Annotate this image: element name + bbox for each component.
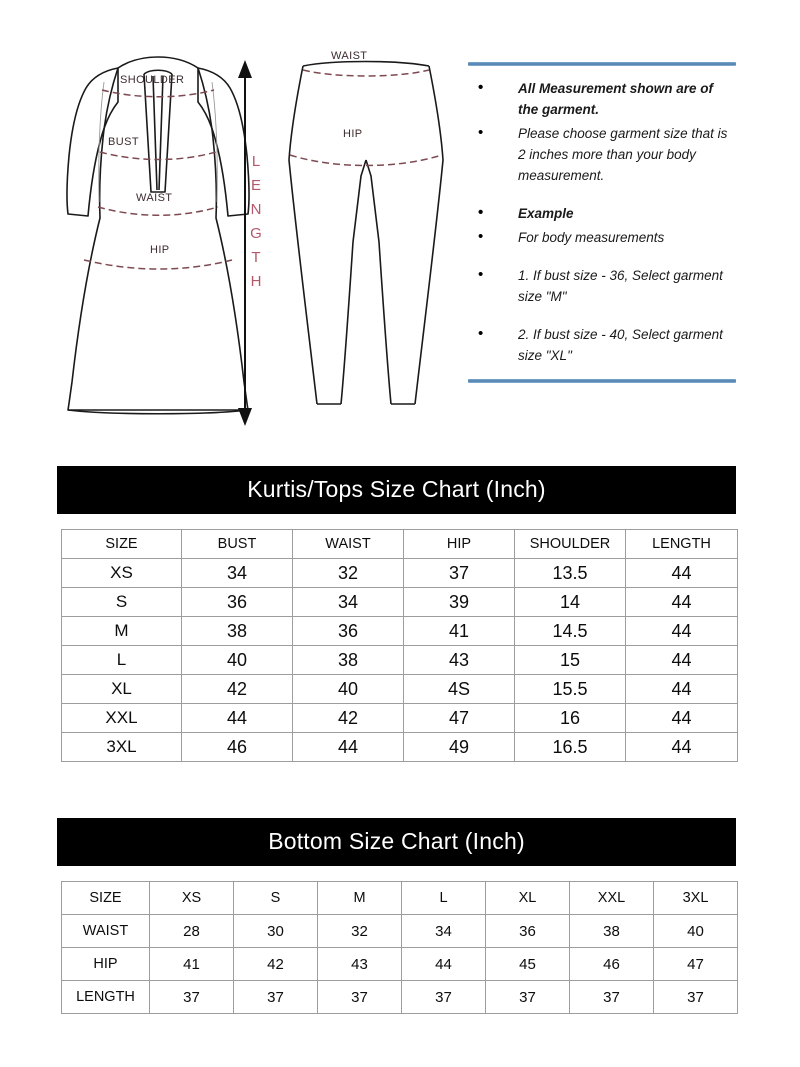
cell-length: 44	[626, 617, 738, 646]
cell-length: 44	[626, 733, 738, 762]
cell-size: L	[62, 646, 182, 675]
length-letter: N	[250, 201, 262, 218]
length-letter: L	[251, 153, 261, 170]
cell-value: 42	[234, 948, 318, 981]
cell-size: 3XL	[62, 733, 182, 762]
label-shoulder: SHOULDER	[120, 74, 185, 86]
cell-value: 44	[402, 948, 486, 981]
cell-shoulder: 15	[515, 646, 626, 675]
cell-waist: 42	[293, 704, 404, 733]
label-hip: HIP	[150, 244, 170, 256]
cell-bust: 46	[182, 733, 293, 762]
column-header: M	[318, 882, 402, 915]
cell-hip: 4S	[404, 675, 515, 704]
garment-illustration-area	[0, 0, 800, 455]
cell-value: 37	[486, 981, 570, 1014]
column-header: SHOULDER	[515, 530, 626, 559]
cell-length: 44	[626, 559, 738, 588]
column-header: WAIST	[293, 530, 404, 559]
length-letter: H	[250, 273, 262, 290]
column-header: S	[234, 882, 318, 915]
cell-shoulder: 14	[515, 588, 626, 617]
cell-waist: 32	[293, 559, 404, 588]
pants-figure	[275, 52, 455, 437]
label-bust: BUST	[108, 136, 139, 148]
cell-size: XL	[62, 675, 182, 704]
cell-hip: 47	[404, 704, 515, 733]
cell-shoulder: 15.5	[515, 675, 626, 704]
table-header-row	[62, 530, 738, 559]
bottom-chart-title: Bottom Size Chart (Inch)	[57, 818, 736, 866]
cell-value: 36	[486, 915, 570, 948]
column-header: SIZE	[62, 882, 150, 915]
cell-value: 30	[234, 915, 318, 948]
list-item: • 2. If bust size - 40, Select garment size "XL"	[468, 324, 736, 366]
cell-size: XXL	[62, 704, 182, 733]
cell-size: S	[62, 588, 182, 617]
cell-hip: 39	[404, 588, 515, 617]
pants-drawing	[275, 52, 455, 437]
cell-waist: 38	[293, 646, 404, 675]
cell-bust: 42	[182, 675, 293, 704]
cell-length: 44	[626, 704, 738, 733]
hip-measure-line	[84, 260, 232, 269]
arrow-head-up	[238, 60, 252, 78]
cell-hip: 41	[404, 617, 515, 646]
cell-hip: 49	[404, 733, 515, 762]
column-header: 3XL	[654, 882, 738, 915]
cell-value: 47	[654, 948, 738, 981]
cell-hip: 37	[404, 559, 515, 588]
cell-value: 37	[150, 981, 234, 1014]
column-header: L	[402, 882, 486, 915]
column-header: XL	[486, 882, 570, 915]
cell-shoulder: 16.5	[515, 733, 626, 762]
row-header-length: LENGTH	[62, 981, 150, 1014]
label-pants-hip: HIP	[343, 128, 363, 140]
cell-value: 37	[654, 981, 738, 1014]
kurtis-chart-title: Kurtis/Tops Size Chart (Inch)	[57, 466, 736, 514]
row-header-waist: WAIST	[62, 915, 150, 948]
length-letter: G	[250, 225, 262, 242]
cell-length: 44	[626, 646, 738, 675]
cell-value: 32	[318, 915, 402, 948]
cell-value: 37	[570, 981, 654, 1014]
cell-value: 40	[654, 915, 738, 948]
cell-value: 37	[402, 981, 486, 1014]
column-header: XXL	[570, 882, 654, 915]
row-header-hip: HIP	[62, 948, 150, 981]
cell-waist: 34	[293, 588, 404, 617]
bottom-size-table	[61, 881, 738, 1014]
length-letter: T	[251, 249, 261, 266]
cell-waist: 44	[293, 733, 404, 762]
cell-waist: 36	[293, 617, 404, 646]
cell-value: 28	[150, 915, 234, 948]
bust-measure-line	[100, 152, 216, 160]
notes-list	[468, 66, 736, 379]
cell-length: 44	[626, 588, 738, 617]
cell-hip: 43	[404, 646, 515, 675]
cell-bust: 40	[182, 646, 293, 675]
cell-bust: 44	[182, 704, 293, 733]
bottom-size-chart-block	[57, 818, 736, 1014]
cell-value: 43	[318, 948, 402, 981]
waist-measure-line	[98, 207, 218, 215]
cell-value: 45	[486, 948, 570, 981]
list-item: • All Measurement shown are of the garment.	[468, 78, 736, 120]
table-row	[62, 948, 738, 981]
list-item: • Example	[468, 203, 736, 224]
table-row	[62, 617, 738, 646]
pants-waist-measure-line	[303, 70, 429, 76]
list-item: • Please choose garment size that is 2 inches more than your body measurement.	[468, 123, 736, 186]
cell-size: XS	[62, 559, 182, 588]
table-row	[62, 981, 738, 1014]
cell-value: 46	[570, 948, 654, 981]
table-row	[62, 704, 738, 733]
cell-size: M	[62, 617, 182, 646]
cell-bust: 34	[182, 559, 293, 588]
cell-shoulder: 16	[515, 704, 626, 733]
length-letter: E	[250, 177, 261, 194]
kurtis-size-chart-block	[57, 466, 736, 762]
table-row	[62, 733, 738, 762]
notes-bottom-divider	[468, 379, 736, 383]
arrow-head-down	[238, 408, 252, 426]
list-item: • For body measurements	[468, 227, 736, 248]
label-pants-waist: WAIST	[331, 50, 368, 62]
column-header: LENGTH	[626, 530, 738, 559]
length-arrow-group	[236, 58, 276, 428]
cell-bust: 36	[182, 588, 293, 617]
label-waist: WAIST	[136, 192, 173, 204]
list-item: • 1. If bust size - 36, Select garment size "M"	[468, 265, 736, 307]
table-row	[62, 646, 738, 675]
cell-value: 34	[402, 915, 486, 948]
kurti-figure	[58, 52, 258, 437]
cell-value: 37	[234, 981, 318, 1014]
table-row	[62, 588, 738, 617]
column-header: BUST	[182, 530, 293, 559]
cell-bust: 38	[182, 617, 293, 646]
column-header: SIZE	[62, 530, 182, 559]
cell-value: 38	[570, 915, 654, 948]
cell-waist: 40	[293, 675, 404, 704]
column-header: XS	[150, 882, 234, 915]
table-header-row	[62, 882, 738, 915]
kurtis-size-table	[61, 529, 738, 762]
table-row	[62, 915, 738, 948]
cell-length: 44	[626, 675, 738, 704]
cell-value: 37	[318, 981, 402, 1014]
measurement-notes-panel	[468, 62, 736, 383]
column-header: HIP	[404, 530, 515, 559]
table-row	[62, 675, 738, 704]
table-row	[62, 559, 738, 588]
cell-shoulder: 14.5	[515, 617, 626, 646]
length-label-vertical	[236, 150, 276, 294]
cell-value: 41	[150, 948, 234, 981]
cell-shoulder: 13.5	[515, 559, 626, 588]
